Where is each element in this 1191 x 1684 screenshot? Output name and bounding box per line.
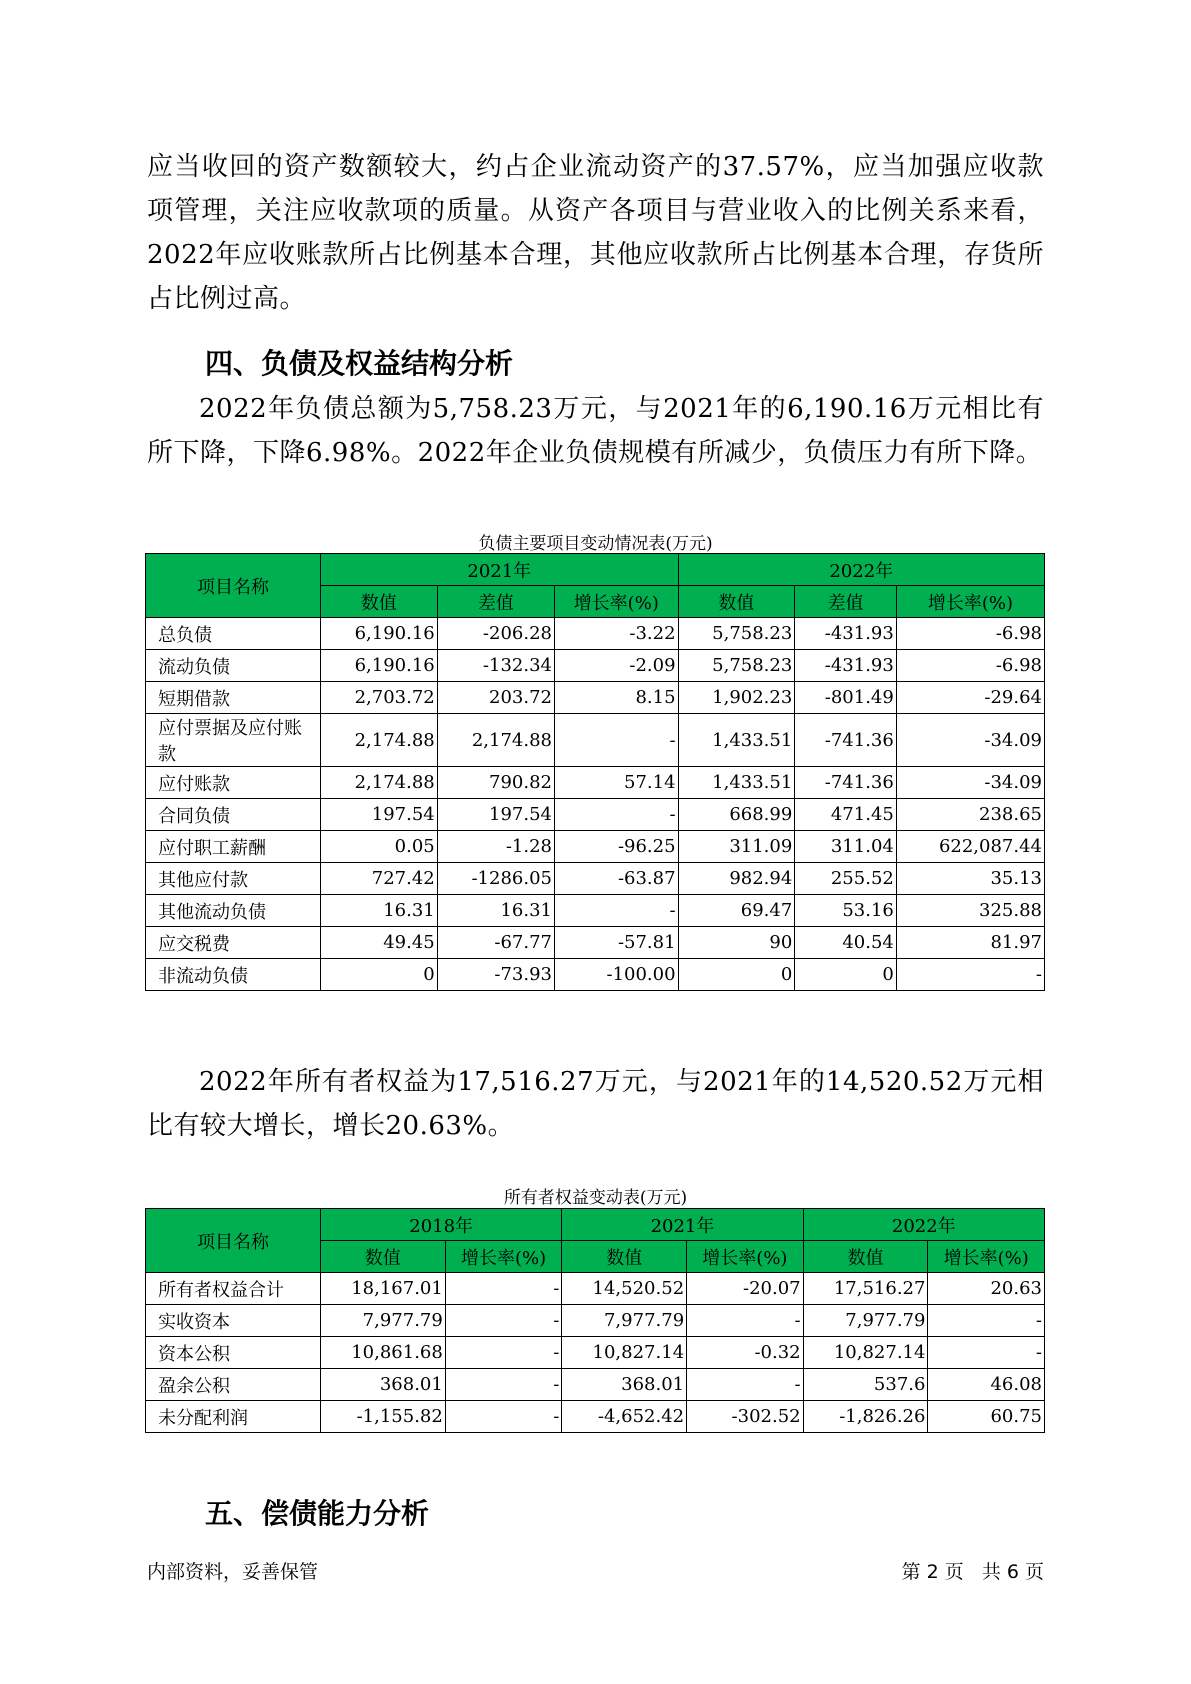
row-name: 应交税费 xyxy=(146,927,321,959)
table-cell: -741.36 xyxy=(795,714,897,767)
table-cell: - xyxy=(687,1305,803,1337)
table-cell: 197.54 xyxy=(437,799,554,831)
table-cell: 10,827.14 xyxy=(562,1337,687,1369)
table-cell: 16.31 xyxy=(321,895,438,927)
liability-year-header: 2022年 xyxy=(678,554,1044,586)
table-cell: -0.32 xyxy=(687,1337,803,1369)
table-cell: 60.75 xyxy=(928,1401,1045,1433)
row-name: 应付票据及应付账款 xyxy=(146,714,321,767)
equity-table-caption: 所有者权益变动表(万元) xyxy=(503,1188,688,1208)
table-cell: 7,977.79 xyxy=(321,1305,446,1337)
liability-subheader: 增长率(%) xyxy=(896,586,1044,618)
table-cell: 1,433.51 xyxy=(678,767,795,799)
table-cell: 49.45 xyxy=(321,927,438,959)
table-cell: -1.28 xyxy=(437,831,554,863)
table-cell: - xyxy=(445,1305,561,1337)
table-cell: 311.04 xyxy=(795,831,897,863)
table-cell: -6.98 xyxy=(896,618,1044,650)
liability-subheader: 数值 xyxy=(678,586,795,618)
table-row xyxy=(146,682,1045,714)
table-row xyxy=(146,714,1045,767)
liability-table-caption: 负债主要项目变动情况表(万元) xyxy=(478,534,713,554)
table-cell: 35.13 xyxy=(896,863,1044,895)
table-cell: 5,758.23 xyxy=(678,618,795,650)
table-cell: -3.22 xyxy=(554,618,678,650)
equity-subheader: 数值 xyxy=(321,1241,446,1273)
equity-subheader: 数值 xyxy=(562,1241,687,1273)
section4-paragraph: 2022年负债总额为5,758.23万元，与2021年的6,190.16万元相比有所下降，下降6.98%。2022年企业负债规模有所减少，负债压力有所下降。 xyxy=(147,394,1044,468)
table-cell: 325.88 xyxy=(896,895,1044,927)
table-cell: - xyxy=(896,959,1044,991)
table-cell: 622,087.44 xyxy=(896,831,1044,863)
table-cell: -57.81 xyxy=(554,927,678,959)
table-cell: -34.09 xyxy=(896,714,1044,767)
table-row xyxy=(146,767,1045,799)
table-cell: 197.54 xyxy=(321,799,438,831)
row-name: 应付职工薪酬 xyxy=(146,831,321,863)
table-cell: 57.14 xyxy=(554,767,678,799)
table-cell: - xyxy=(445,1401,561,1433)
table-cell: 6,190.16 xyxy=(321,650,438,682)
table-cell: - xyxy=(445,1337,561,1369)
liability-subheader: 差值 xyxy=(437,586,554,618)
table-row xyxy=(146,1273,1045,1305)
row-name: 流动负债 xyxy=(146,650,321,682)
equity-year-header: 2018年 xyxy=(321,1209,562,1241)
row-name: 未分配利润 xyxy=(146,1401,321,1433)
section4-heading: 四、负债及权益结构分析 xyxy=(205,347,514,380)
table-cell: 311.09 xyxy=(678,831,795,863)
table-cell: 40.54 xyxy=(795,927,897,959)
table-cell: 727.42 xyxy=(321,863,438,895)
table-cell: 238.65 xyxy=(896,799,1044,831)
row-name: 所有者权益合计 xyxy=(146,1273,321,1305)
table-row xyxy=(146,927,1045,959)
equity-subheader: 增长率(%) xyxy=(928,1241,1045,1273)
row-name: 非流动负债 xyxy=(146,959,321,991)
footer-left: 内部资料，妥善保管 xyxy=(147,1561,319,1583)
table-cell: 5,758.23 xyxy=(678,650,795,682)
table-cell: 2,174.88 xyxy=(321,714,438,767)
liability-name-header: 项目名称 xyxy=(146,554,321,618)
table-cell: 0.05 xyxy=(321,831,438,863)
table-cell: 982.94 xyxy=(678,863,795,895)
table-cell: 2,174.88 xyxy=(321,767,438,799)
liability-year-header: 2021年 xyxy=(321,554,679,586)
table-cell: -302.52 xyxy=(687,1401,803,1433)
table-cell: 2,174.88 xyxy=(437,714,554,767)
table-cell: - xyxy=(928,1337,1045,1369)
table-cell: -67.77 xyxy=(437,927,554,959)
table-cell: 368.01 xyxy=(321,1369,446,1401)
table-cell: 69.47 xyxy=(678,895,795,927)
table-cell: -63.87 xyxy=(554,863,678,895)
table-cell: 668.99 xyxy=(678,799,795,831)
row-name: 其他流动负债 xyxy=(146,895,321,927)
table-cell: - xyxy=(928,1305,1045,1337)
table-cell: -4,652.42 xyxy=(562,1401,687,1433)
table-cell: - xyxy=(554,714,678,767)
equity-year-header: 2022年 xyxy=(803,1209,1044,1241)
row-name: 其他应付款 xyxy=(146,863,321,895)
table-cell: - xyxy=(445,1273,561,1305)
table-cell: 20.63 xyxy=(928,1273,1045,1305)
row-name: 资本公积 xyxy=(146,1337,321,1369)
row-name: 应付账款 xyxy=(146,767,321,799)
table-cell: 0 xyxy=(678,959,795,991)
liability-table xyxy=(145,553,1045,991)
table-row xyxy=(146,959,1045,991)
table-cell: 6,190.16 xyxy=(321,618,438,650)
table-cell: 203.72 xyxy=(437,682,554,714)
table-cell: - xyxy=(554,895,678,927)
table-cell: - xyxy=(554,799,678,831)
table-cell: -1,155.82 xyxy=(321,1401,446,1433)
table-cell: 7,977.79 xyxy=(562,1305,687,1337)
table-cell: -801.49 xyxy=(795,682,897,714)
table-cell: 18,167.01 xyxy=(321,1273,446,1305)
row-name: 短期借款 xyxy=(146,682,321,714)
row-name: 实收资本 xyxy=(146,1305,321,1337)
table-row xyxy=(146,1369,1045,1401)
table-cell: 53.16 xyxy=(795,895,897,927)
table-row xyxy=(146,799,1045,831)
table-row xyxy=(146,831,1045,863)
table-cell: -206.28 xyxy=(437,618,554,650)
table-row xyxy=(146,895,1045,927)
table-cell: 471.45 xyxy=(795,799,897,831)
equity-paragraph: 2022年所有者权益为17,516.27万元，与2021年的14,520.52万元相比有较大增长，增长20.63%。 xyxy=(147,1067,1044,1141)
table-cell: 537.6 xyxy=(803,1369,928,1401)
table-cell: -431.93 xyxy=(795,618,897,650)
table-cell: 7,977.79 xyxy=(803,1305,928,1337)
table-cell: -20.07 xyxy=(687,1273,803,1305)
table-cell: 17,516.27 xyxy=(803,1273,928,1305)
table-row xyxy=(146,650,1045,682)
table-cell: -1,826.26 xyxy=(803,1401,928,1433)
table-cell: 0 xyxy=(795,959,897,991)
equity-subheader: 增长率(%) xyxy=(445,1241,561,1273)
table-row xyxy=(146,618,1045,650)
table-cell: -1286.05 xyxy=(437,863,554,895)
equity-name-header: 项目名称 xyxy=(146,1209,321,1273)
row-name: 合同负债 xyxy=(146,799,321,831)
table-cell: - xyxy=(445,1369,561,1401)
table-cell: 255.52 xyxy=(795,863,897,895)
table-cell: -34.09 xyxy=(896,767,1044,799)
table-row xyxy=(146,1337,1045,1369)
table-cell: 46.08 xyxy=(928,1369,1045,1401)
table-cell: 2,703.72 xyxy=(321,682,438,714)
table-cell: 10,827.14 xyxy=(803,1337,928,1369)
table-cell: -29.64 xyxy=(896,682,1044,714)
table-cell: -100.00 xyxy=(554,959,678,991)
equity-year-header: 2021年 xyxy=(562,1209,803,1241)
liability-subheader: 数值 xyxy=(321,586,438,618)
intro-paragraph: 应当收回的资产数额较大，约占企业流动资产的37.57%，应当加强应收款项管理，关注应收款项的质量。从资产各项目与营业收入的比例关系来看，2022年应收账款所占比例基本合理，其他应收款所占比例基本合理，存货所占比例过高。 xyxy=(147,152,1044,314)
table-cell: 1,433.51 xyxy=(678,714,795,767)
table-cell: 14,520.52 xyxy=(562,1273,687,1305)
table-row xyxy=(146,863,1045,895)
table-cell: - xyxy=(687,1369,803,1401)
section5-heading: 五、偿债能力分析 xyxy=(205,1497,430,1530)
table-cell: -6.98 xyxy=(896,650,1044,682)
table-cell: -2.09 xyxy=(554,650,678,682)
table-cell: 1,902.23 xyxy=(678,682,795,714)
equity-table xyxy=(145,1208,1045,1433)
equity-subheader: 数值 xyxy=(803,1241,928,1273)
row-name: 盈余公积 xyxy=(146,1369,321,1401)
row-name: 总负债 xyxy=(146,618,321,650)
table-row xyxy=(146,1401,1045,1433)
footer-page-number: 第 2 页 共 6 页 xyxy=(901,1561,1044,1583)
table-cell: 90 xyxy=(678,927,795,959)
table-cell: -431.93 xyxy=(795,650,897,682)
table-cell: 8.15 xyxy=(554,682,678,714)
table-cell: 10,861.68 xyxy=(321,1337,446,1369)
table-cell: 16.31 xyxy=(437,895,554,927)
liability-subheader: 增长率(%) xyxy=(554,586,678,618)
table-cell: -73.93 xyxy=(437,959,554,991)
table-cell: -741.36 xyxy=(795,767,897,799)
table-cell: 790.82 xyxy=(437,767,554,799)
table-cell: 81.97 xyxy=(896,927,1044,959)
table-cell: -96.25 xyxy=(554,831,678,863)
table-cell: -132.34 xyxy=(437,650,554,682)
table-cell: 0 xyxy=(321,959,438,991)
table-row xyxy=(146,1305,1045,1337)
liability-subheader: 差值 xyxy=(795,586,897,618)
table-cell: 368.01 xyxy=(562,1369,687,1401)
equity-subheader: 增长率(%) xyxy=(687,1241,803,1273)
